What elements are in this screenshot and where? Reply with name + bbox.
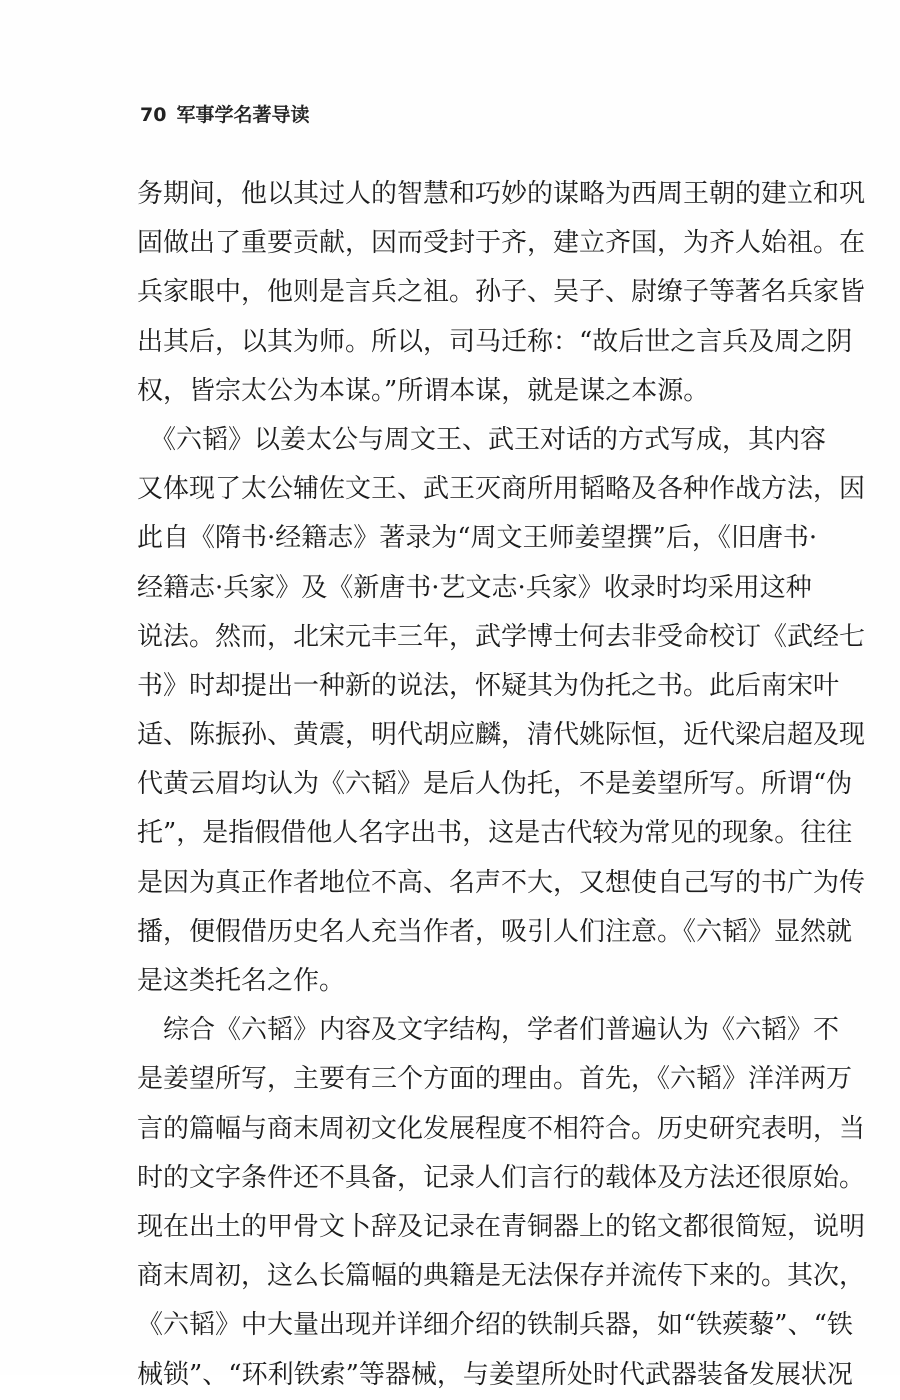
text-line: 固做出了重要贡献，因而受封于齐，建立齐国，为齐人始祖。在: [137, 228, 866, 259]
text-line: 出其后，以其为师。所以，司马迁称：“故后世之言兵及周之阴: [137, 326, 853, 357]
text-line: 书》时却提出一种新的说法，怀疑其为伪托之书。此后南宋叶: [137, 670, 840, 701]
text-line: 械锁”、“环利铁索”等器械，与姜望所处时代武器装备发展状况: [137, 1359, 853, 1390]
paragraph-1: [137, 170, 866, 416]
paragraph-3: [137, 1006, 866, 1400]
text-line: 兵家眼中，他则是言兵之祖。孙子、吴子、尉缭子等著名兵家皆: [137, 277, 866, 308]
page-number: 70: [140, 104, 167, 126]
text-line: 托”，是指假借他人名字出书，这是古代较为常见的现象。往往: [137, 818, 853, 849]
text-line: 权，皆宗太公为本谋。”所谓本谋，就是谋之本源。: [137, 375, 710, 406]
text-line: 综合《六韬》内容及文字结构，学者们普遍认为《六韬》不: [137, 1015, 840, 1046]
body-text: [137, 170, 866, 1400]
text-line: 是姜望所写，主要有三个方面的理由。首先，《六韬》洋洋两万: [137, 1064, 853, 1095]
text-line: 时的文字条件还不具备，记录人们言行的载体及方法还很原始。: [137, 1162, 866, 1193]
text-line: 《六韬》中大量出现并详细介绍的铁制兵器，如“铁蒺藜”、“铁: [137, 1310, 853, 1341]
book-title: 军事学名著导读: [176, 104, 310, 126]
text-line: 经籍志·兵家》及《新唐书·艺文志·兵家》收录时均采用这种: [137, 572, 812, 603]
text-line: 务期间，他以其过人的智慧和巧妙的谋略为西周王朝的建立和巩: [137, 179, 866, 209]
text-line: 《六韬》以姜太公与周文王、武王对话的方式写成，其内容: [137, 424, 827, 455]
text-line: 此自《隋书·经籍志》著录为“周文王师姜望撰”后，《旧唐书·: [137, 523, 818, 554]
text-line: 是这类托名之作。: [137, 966, 346, 996]
text-line: 现在出土的甲骨文卜辞及记录在青铜器上的铭文都很简短，说明: [137, 1211, 866, 1242]
running-header: [140, 100, 309, 130]
text-line: 言的篇幅与商末周初文化发展程度不相符合。历史研究表明，当: [137, 1113, 866, 1144]
text-line: 又体现了太公辅佐文王、武王灭商所用韬略及各种作战方法，因: [137, 474, 866, 505]
text-line: 适、陈振孙、黄震，明代胡应麟，清代姚际恒，近代梁启超及现: [137, 720, 866, 751]
text-line: 代黄云眉均认为《六韬》是后人伪托，不是姜望所写。所谓“伪: [137, 769, 853, 800]
text-line: 商末周初，这么长篇幅的典籍是无法保存并流传下来的。其次，: [137, 1261, 866, 1292]
text-line: 说法。然而，北宋元丰三年，武学博士何去非受命校订《武经七: [137, 621, 866, 652]
text-line: 播，便假借历史名人充当作者，吸引人们注意。《六韬》显然就: [137, 916, 853, 947]
paragraph-2: [137, 416, 866, 1006]
text-line: 是因为真正作者地位不高、名声不大，又想使自己写的书广为传: [137, 867, 866, 898]
